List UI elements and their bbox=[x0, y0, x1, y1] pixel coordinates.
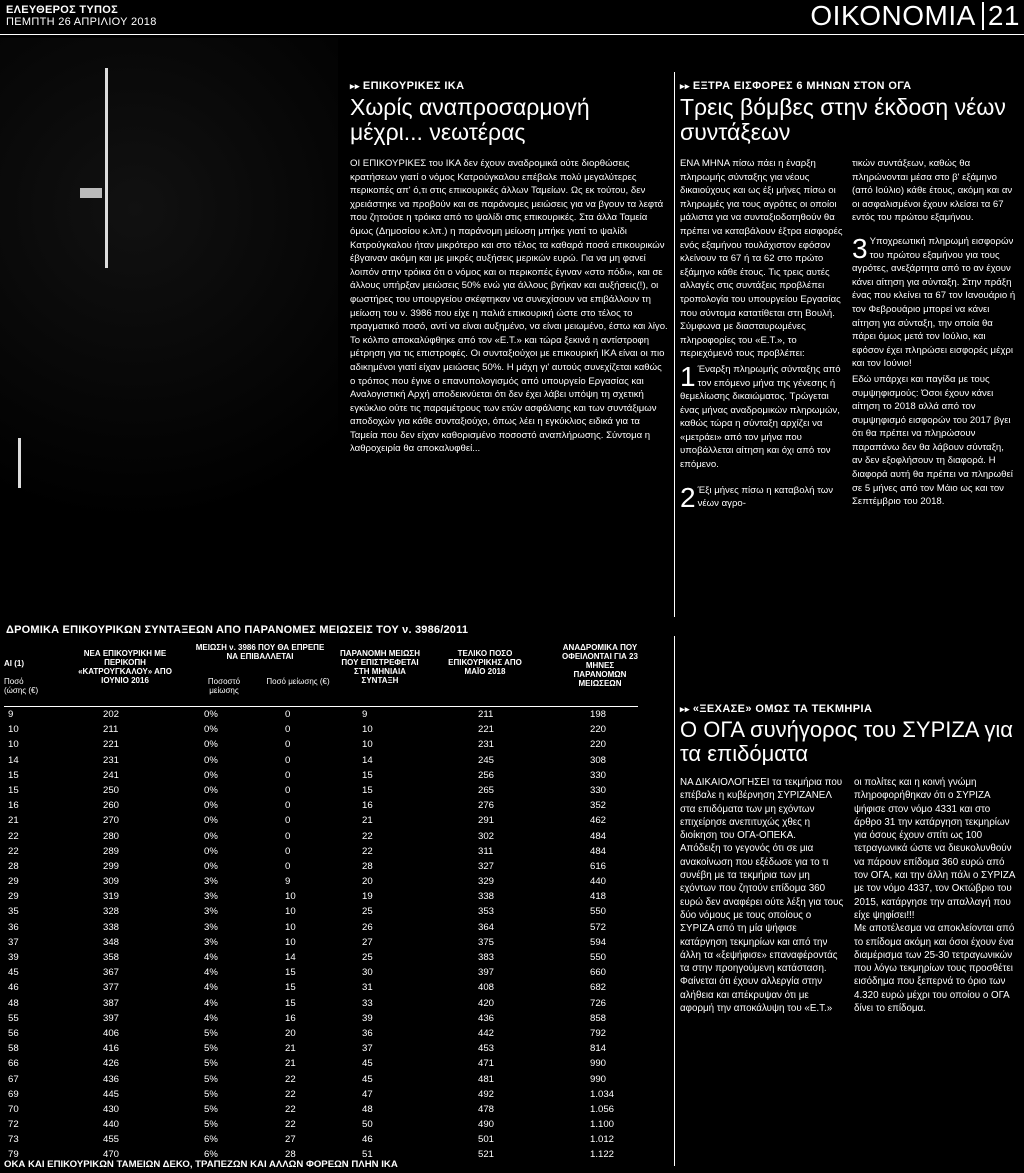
article-photo bbox=[0, 38, 338, 608]
table-cell: 67 bbox=[8, 1073, 19, 1085]
table-header bbox=[0, 641, 640, 707]
table-cell: 5% bbox=[204, 1088, 218, 1100]
table-cell: 69 bbox=[8, 1088, 19, 1100]
table-cell: 51 bbox=[362, 1149, 373, 1161]
table-cell: 445 bbox=[103, 1088, 120, 1100]
table-cell: 66 bbox=[8, 1058, 19, 1070]
table-cell: 0% bbox=[204, 800, 218, 812]
table-cell: 3% bbox=[204, 921, 218, 933]
table-cell: 299 bbox=[103, 860, 120, 872]
article-headline: Χωρίς αναπροσαρμογή μέχρι... νεωτέρας bbox=[350, 94, 590, 145]
table-cell: 21 bbox=[285, 1058, 296, 1070]
table-cell: 5% bbox=[204, 1073, 218, 1085]
table-cell: 20 bbox=[362, 876, 373, 888]
table-cell: 45 bbox=[362, 1058, 373, 1070]
table-cell: 0% bbox=[204, 724, 218, 736]
photo-streak bbox=[18, 438, 21, 488]
table-cell: 10 bbox=[8, 724, 19, 736]
table-cell: 15 bbox=[362, 784, 373, 796]
table-cell: 14 bbox=[285, 952, 296, 963]
article-oga-epidomata bbox=[680, 703, 1020, 1015]
table-cell: 36 bbox=[8, 921, 19, 933]
table-cell: 1.100 bbox=[590, 1119, 615, 1131]
table-cell: 73 bbox=[8, 1134, 19, 1146]
table-cell: 364 bbox=[478, 921, 495, 933]
table-row bbox=[0, 1073, 640, 1088]
table-cell: 353 bbox=[478, 906, 495, 918]
section-header bbox=[810, 0, 1020, 32]
table-cell: 39 bbox=[8, 952, 19, 963]
table-cell: 1.034 bbox=[590, 1088, 615, 1100]
table-cell: 348 bbox=[103, 936, 120, 948]
article-kicker: ▸▸ «ΞΕΧΑΣΕ» ΟΜΩΣ ΤΑ ΤΕΚΜΗΡΙΑ bbox=[680, 703, 873, 715]
table-cell: 309 bbox=[103, 876, 120, 888]
table-cell: 416 bbox=[103, 1043, 120, 1055]
table-cell: 22 bbox=[362, 830, 373, 842]
table-cell: 3% bbox=[204, 876, 218, 888]
table-cell: 338 bbox=[478, 891, 495, 903]
table-cell: 220 bbox=[590, 739, 607, 751]
table-cell: 15 bbox=[8, 784, 19, 796]
table-cell: 31 bbox=[362, 982, 373, 994]
table-cell: 682 bbox=[590, 982, 607, 994]
table-cell: 420 bbox=[478, 997, 495, 1009]
table-cell: 1.122 bbox=[590, 1149, 615, 1161]
table-cell: 550 bbox=[590, 952, 607, 963]
table-cell: 46 bbox=[362, 1134, 373, 1146]
table-cell: 15 bbox=[285, 997, 296, 1009]
article-body: ΕΝΑ ΜΗΝΑ πίσω πάει η έναρξη πληρωμής σύνταξης για νέους δικαιούχους και ως έξι μήνες πίσω οι πληρωμές για τους αγρότες οι οποίοι μάλιστα για να συνταξιοδοτηθούν θα πρέπει να καταβάλουν έξτρα εισφορές ενός εξαμήνου τουλάχιστον εφόσον κλείνουν τα 67 ή τα 62 στο πρώτο εξάμηνο κάθε έτους. Τις τρεις αυτές αλλαγές στις συντάξεις προβλέπει τροπολογία του υπουργείου Εργασίας που σύντομα κατατίθεται στη Βουλή. Σύμφωνα με διασταυρωμένες πληροφορίες του «Ε.Τ.», το περιεχόμενό τους προβλέπει: 1 Έναρξη πληρωμής σύνταξης από τον επόμενο μήνα της γένεσης ή θεμελίωσης δικαιώματος. Τρώγεται ένας μήνας αναδρομικών πληρωμών, καθώς τώρα η σύνταξη αρχίζει να «μετράει» από τον μήνα που υποβάλλεται αίτηση και όχι από τον επόμενο. 2 Έξι μήνες πίσω η καταβολή των νέων αγρο- τικών συντάξεων, καθώς θα πληρώνονται μέσα στο β' εξάμηνο (από Ιούλιο) κάθε έτους, ακόμη και αν οι ασφαλισμένοι έχουν κλείσει τα 67 εντός του πρώτου εξαμήνου. 3 Υποχρεωτική πληρωμή εισφορών του πρώτου εξαμήνου για τους αγρότες, ανεξάρτητα από το αν έχουν κάνει αίτηση για σύνταξη. Στην πράξη ένας που κλείνει τα 67 τον Ιανουάριο ή τον Φεβρουάριο μπορεί να κάνει αίτηση για σύνταξη, την οποία θα πάρει όμως μετά τον Ιούλιο, και εφόσον έχει πληρώσει εισφορές μέχρι και τον Ιούνιο! Εδώ υπάρχει και παγίδα με τους συμψηφισμούς: Όσοι έχουν κάνει αίτηση το 2018 αλλά από τον συμψηφισμό εισφορών του 2017 βγει ότι θα πρέπει να πληρώσουν παραπάνω δεν θα λάβουν σύνταξη, αν δεν εξοφλήσουν τη διαφορά. Η διαφορά αυτή θα πρέπει να πληρωθεί σε 5 μήνες από τον Μάιο ως και τον Σεπτέμβριο του 2018. bbox=[680, 158, 1016, 513]
table-cell: 22 bbox=[285, 1088, 296, 1100]
table-cell: 19 bbox=[362, 891, 373, 903]
table-cell: 814 bbox=[590, 1043, 607, 1055]
col-header: ΝΕΑ ΕΠΙΚΟΥΡΙΚΗ ΜΕ ΠΕΡΙΚΟΠΗ «ΚΑΤΡΟΥΓΚΑΛΟΥ» ΑΠΟ ΙΟΥΝΙΟ 2016 bbox=[78, 649, 172, 685]
table-cell: 0% bbox=[204, 739, 218, 751]
table-row bbox=[0, 1118, 640, 1133]
table-row bbox=[0, 860, 640, 875]
table-cell: 0 bbox=[285, 709, 291, 720]
table-cell: 231 bbox=[103, 754, 120, 766]
table-cell: 484 bbox=[590, 845, 607, 857]
table-cell: 0 bbox=[285, 830, 291, 842]
table-cell: 462 bbox=[590, 815, 607, 827]
table-cell: 5% bbox=[204, 1103, 218, 1115]
masthead bbox=[6, 4, 157, 28]
table-cell: 0 bbox=[285, 769, 291, 781]
table-cell: 265 bbox=[478, 784, 495, 796]
table-row bbox=[0, 966, 640, 981]
table-cell: 35 bbox=[8, 906, 19, 918]
table-cell: 616 bbox=[590, 860, 607, 872]
table-cell: 3% bbox=[204, 906, 218, 918]
table-cell: 471 bbox=[478, 1058, 495, 1070]
table-cell: 28 bbox=[285, 1149, 296, 1161]
table-cell: 48 bbox=[362, 1103, 373, 1115]
table-cell: 221 bbox=[478, 724, 495, 736]
table-cell: 211 bbox=[103, 724, 119, 736]
table-cell: 726 bbox=[590, 997, 607, 1009]
col-header: ΜΕΙΩΣΗ ν. 3986 ΠΟΥ ΘΑ ΕΠΡΕΠΕ ΝΑ ΕΠΙΒΑΛΛΕΤΑΙ bbox=[195, 643, 325, 661]
col-header: ΑΝΑΔΡΟΜΙΚΑ ΠΟΥ ΟΦΕΙΛΟΝΤΑΙ ΓΙΑ 23 ΜΗΝΕΣ ΠΑΡΑΝΟΜΩΝ ΜΕΙΩΣΕΩΝ bbox=[562, 643, 638, 688]
table-row bbox=[0, 830, 640, 845]
table-row bbox=[0, 708, 640, 723]
table-row bbox=[0, 1133, 640, 1148]
table-cell: 501 bbox=[478, 1134, 495, 1146]
table-row bbox=[0, 921, 640, 936]
table-cell: 22 bbox=[285, 1103, 296, 1115]
table-cell: 3% bbox=[204, 936, 218, 948]
table-cell: 330 bbox=[590, 769, 607, 781]
table-row bbox=[0, 845, 640, 860]
table-cell: 0 bbox=[285, 860, 291, 872]
table-cell: 521 bbox=[478, 1149, 495, 1161]
table-cell: 572 bbox=[590, 921, 607, 933]
table-cell: 28 bbox=[362, 860, 373, 872]
table-cell: 280 bbox=[103, 830, 120, 842]
table-cell: 37 bbox=[362, 1043, 373, 1055]
table-cell: 406 bbox=[103, 1027, 120, 1039]
table-cell: 15 bbox=[8, 769, 19, 781]
table-cell: 16 bbox=[285, 1012, 296, 1024]
table-cell: 29 bbox=[8, 876, 19, 888]
table-cell: 27 bbox=[285, 1134, 296, 1146]
table-cell: 16 bbox=[362, 800, 373, 812]
table-cell: 0% bbox=[204, 709, 218, 720]
table-cell: 455 bbox=[103, 1134, 120, 1146]
table-cell: 308 bbox=[590, 754, 607, 766]
table-cell: 22 bbox=[285, 1073, 296, 1085]
table-cell: 990 bbox=[590, 1073, 607, 1085]
table-cell: 4% bbox=[204, 1012, 218, 1024]
table-cell: 241 bbox=[103, 769, 120, 781]
header-rule bbox=[0, 34, 1024, 35]
col-header: ΑΙ (1) bbox=[4, 659, 24, 668]
table-row bbox=[0, 951, 640, 966]
table-row bbox=[0, 875, 640, 890]
table-cell: 45 bbox=[8, 967, 19, 979]
column-divider bbox=[674, 636, 675, 1166]
table-cell: 436 bbox=[478, 1012, 495, 1024]
table-cell: 30 bbox=[362, 967, 373, 979]
table-row bbox=[0, 981, 640, 996]
table-cell: 0 bbox=[285, 845, 291, 857]
column-divider bbox=[674, 72, 675, 617]
table-cell: 260 bbox=[103, 800, 120, 812]
table-cell: 9 bbox=[285, 876, 291, 888]
table-cell: 0% bbox=[204, 784, 218, 796]
table-cell: 311 bbox=[478, 845, 494, 857]
table-cell: 453 bbox=[478, 1043, 495, 1055]
table-row bbox=[0, 936, 640, 951]
table-cell: 29 bbox=[8, 891, 19, 903]
article-kicker: ▸▸ ΕΠΙΚΟΥΡΙΚΕΣ ΙΚΑ bbox=[350, 80, 465, 92]
table-cell: 10 bbox=[285, 921, 296, 933]
table-row bbox=[0, 1042, 640, 1057]
table-cell: 660 bbox=[590, 967, 607, 979]
publication-name: ΕΛΕΥΘΕΡΟΣ ΤΥΠΟΣ bbox=[6, 4, 119, 16]
table-cell: 1.056 bbox=[590, 1103, 615, 1115]
table-cell: 990 bbox=[590, 1058, 607, 1070]
table-cell: 0 bbox=[285, 724, 291, 736]
table-cell: 245 bbox=[478, 754, 495, 766]
table-cell: 22 bbox=[8, 830, 19, 842]
table-cell: 858 bbox=[590, 1012, 607, 1024]
table-cell: 220 bbox=[590, 724, 607, 736]
table-cell: 367 bbox=[103, 967, 120, 979]
table-cell: 56 bbox=[8, 1027, 19, 1039]
article-epikourikes bbox=[350, 80, 668, 456]
table-cell: 6% bbox=[204, 1149, 218, 1161]
table-cell: 329 bbox=[478, 876, 495, 888]
table-cell: 478 bbox=[478, 1103, 495, 1115]
table-cell: 79 bbox=[8, 1149, 19, 1161]
table-cell: 302 bbox=[478, 830, 495, 842]
table-cell: 10 bbox=[285, 936, 296, 948]
table-title: ΔΡΟΜΙΚΑ ΕΠΙΚΟΥΡΙΚΩΝ ΣΥΝΤΑΞΕΩΝ ΑΠΟ ΠΑΡΑΝΟΜΕΣ ΜΕΙΩΣΕΙΣ ΤΟΥ ν. 3986/2011 bbox=[6, 624, 469, 636]
table-cell: 5% bbox=[204, 1043, 218, 1055]
table-cell: 70 bbox=[8, 1103, 19, 1115]
table-cell: 5% bbox=[204, 1027, 218, 1039]
table-cell: 383 bbox=[478, 952, 495, 963]
table-cell: 492 bbox=[478, 1088, 495, 1100]
table-cell: 0 bbox=[285, 784, 291, 796]
table-cell: 470 bbox=[103, 1149, 120, 1161]
table-cell: 202 bbox=[103, 709, 120, 720]
table-row bbox=[0, 1057, 640, 1072]
table-cell: 37 bbox=[8, 936, 19, 948]
table-cell: 330 bbox=[590, 784, 607, 796]
table-cell: 16 bbox=[8, 800, 19, 812]
table-cell: 72 bbox=[8, 1119, 19, 1131]
table-cell: 10 bbox=[285, 891, 296, 903]
table-body bbox=[0, 708, 640, 1164]
table-cell: 20 bbox=[285, 1027, 296, 1039]
table-row bbox=[0, 905, 640, 920]
col-header: Ποσοστό μείωσης bbox=[207, 677, 241, 695]
table-cell: 442 bbox=[478, 1027, 495, 1039]
table-cell: 14 bbox=[362, 754, 373, 766]
table-cell: 55 bbox=[8, 1012, 19, 1024]
table-cell: 28 bbox=[8, 860, 19, 872]
article-body: ΝΑ ΔΙΚΑΙΟΛΟΓΗΣΕΙ τα τεκμήρια που επέβαλε η κυβέρνηση ΣΥΡΙΖΑΝΕΛ στα επιδόματα των μη εχόντων επιχείρησε ανεπιτυχώς χθες η διοίκηση του ΟΓΑ-ΟΠΕΚΑ. Απόδειξη το γεγονός ότι σε μια ανακοίνωση που εξέδωσε για το τι συνέβη με τα τεκμήρια των μη εχόντων που ζητούν επίδομα 360 ευρώ δεν αναφέρει ούτε λέξη για τους δύο νόμους με τους οποίους ο ΣΥΡΙΖΑ από τη μία ψήφισε κατάργηση τεκμηρίων και από την άλλη τα «ξεψήφισε» επαναφέροντάς τα στην προηγούμενη κατάσταση. Φαίνεται ότι έχουν αλλεργία στην αλήθεια και απέκρυψαν ότι με αφορμή την αποκάλυψη του «Ε.Τ.» οι πολίτες και η κοινή γνώμη πληροφορήθηκαν ότι ο ΣΥΡΙΖΑ ψήφισε στον νόμο 4331 και στο άρθρο 31 την κατάργηση τεκμηρίων για όσους έχουν σπίτι ως 100 τετραγωνικά ώστε να διευκολυνθούν να πάρουν επίδομα 360 ευρώ από τον ΟΓΑ, και την άλλη πάλι ο ΣΥΡΙΖΑ με τον νόμο 4337, τον Οκτώβριο του 2015, κατάργησε την απαλλαγή που είχε ψηφίσει!!! Με αποτέλεσμα να αποκλείονται από το επίδομα ακόμη και όσοι έχουν ένα διαμέρισμα των 25-30 τετραγωνικών που λόγω τεκμηρίων τους προσθέτει εισόδημα που ξεπερνά το όριο των 4.320 ευρώ μέχρι του οποίου ο ΟΓΑ δίνει το επίδομα. bbox=[680, 777, 1015, 1015]
col-header: ΤΕΛΙΚΟ ΠΟΣΟ ΕΠΙΚΟΥΡΙΚΗΣ ΑΠΟ ΜΑΪΟ 2018 bbox=[448, 649, 522, 676]
table-cell: 481 bbox=[478, 1073, 495, 1085]
table-cell: 397 bbox=[103, 1012, 120, 1024]
col-header: Ποσό (ώσης (€) bbox=[4, 677, 39, 695]
table-cell: 377 bbox=[103, 982, 120, 994]
table-row bbox=[0, 799, 640, 814]
table-cell: 26 bbox=[362, 921, 373, 933]
table-cell: 39 bbox=[362, 1012, 373, 1024]
article-oga-syntakseis bbox=[680, 80, 1020, 511]
table-cell: 10 bbox=[285, 906, 296, 918]
table-cell: 426 bbox=[103, 1058, 120, 1070]
header-separator bbox=[982, 2, 984, 30]
table-cell: 47 bbox=[362, 1088, 373, 1100]
article-headline: Ο ΟΓΑ συνήγορος του ΣΥΡΙΖΑ για τα επιδόματα bbox=[680, 717, 1013, 766]
table-cell: 25 bbox=[362, 906, 373, 918]
table-row bbox=[0, 1027, 640, 1042]
table-cell: 418 bbox=[590, 891, 607, 903]
table-cell: 221 bbox=[103, 739, 120, 751]
table-row bbox=[0, 997, 640, 1012]
article-body: ΟΙ ΕΠΙΚΟΥΡΙΚΕΣ του ΙΚΑ δεν έχουν αναδρομικά ούτε διορθώσεις κρατήσεων γιατί ο νόμος Κατρούγκαλου επέβαλε πολύ μεγαλύτερες περικοπές απ' ό,τι στις επικουρικές άλλων Ταμείων. Ως εκ τούτου, δεν χρειάστηκε να προβούν και σε παράνομες μειώσεις για να βγουν τα λεφτά που ζητούσε η τρόικα από το ψαλίδι στις επικουρικές. Στα άλλα Ταμεία όμως (Δημοσίου κ.λπ.) η παράνομη μείωση μπήκε γιατί το ψαλίδι Κατρούγκαλου ήταν μικρότερο και στο τέλος τα καθαρά ποσά επικουρικών έβγαιναν ακόμη και με μικρές αυξήσεις μερικών ευρώ. Για να μη φανεί λοιπόν στην τρόικα ότι ο νόμος και οι περικοπές έγιναν «στο πόδι», και σε άλλους υπήρξαν μειώσεις 50% ενώ για άλλους βγήκαν και αυξήσεις(!), οι φωστήρες του υπουργείου σκέφτηκαν να συνεχίσουν να επιβάλλουν τη μείωση του ν. 3986 που είχε η παλιά επικουρική ώστε στο τέλος το πραγματικό ποσό, αντί να είναι αυξημένο, να είναι μειωμένο, έστω και λίγο. Το κόλπο αποκαλύφθηκε από τον «Ε.Τ.» και τώρα ξεκινά η αντίστροφη μέτρηση για τις επιστροφές. Οι συνταξιούχοι με επικουρική ΙΚΑ είναι οι πιο αδικημένοι γιατί είχαν μειώσεις 50%. Η μάχη γι' αυτούς συνεχίζεται καθώς ο τρόπος που έγινε ο επανυπολογισμός από υπουργείο Εργασίας και Αναλογιστική Αρχή αποδεικνύεται ότι δεν έχει λάβει υπόψη τη σχετική εγκύκλιο ούτε τις παραμέτρους των ετών ασφάλισης και των συντάξιμων αποδοχών για κάθε συνταξιούχο, όπως λέει η εγκύκλιος ειδικά για τα Ταμεία που δεν είχαν καθορισμένο ποσοστό αναπλήρωσης. Σύντομα η λαθροχειρία θα αποκαλυφθεί... bbox=[350, 158, 668, 455]
table-cell: 397 bbox=[478, 967, 495, 979]
table-row bbox=[0, 769, 640, 784]
table-row bbox=[0, 754, 640, 769]
table-cell: 4% bbox=[204, 997, 218, 1009]
table-cell: 6% bbox=[204, 1134, 218, 1146]
table-cell: 5% bbox=[204, 1119, 218, 1131]
table-row bbox=[0, 814, 640, 829]
table-cell: 4% bbox=[204, 952, 218, 963]
table-cell: 21 bbox=[8, 815, 19, 827]
table-cell: 50 bbox=[362, 1119, 373, 1131]
table-cell: 256 bbox=[478, 769, 495, 781]
table-cell: 22 bbox=[285, 1119, 296, 1131]
table-cell: 25 bbox=[362, 952, 373, 963]
table-cell: 319 bbox=[103, 891, 120, 903]
table-cell: 10 bbox=[362, 724, 373, 736]
table-cell: 22 bbox=[8, 845, 19, 857]
issue-date: ΠΕΜΠΤΗ 26 ΑΠΡΙΛΙΟΥ 2018 bbox=[6, 16, 157, 28]
table-cell: 408 bbox=[478, 982, 495, 994]
table-cell: 0% bbox=[204, 860, 218, 872]
table-cell: 9 bbox=[8, 709, 14, 720]
table-cell: 4% bbox=[204, 967, 218, 979]
table-cell: 15 bbox=[362, 769, 373, 781]
table-cell: 0% bbox=[204, 815, 218, 827]
table-cell: 15 bbox=[285, 982, 296, 994]
table-cell: 375 bbox=[478, 936, 495, 948]
table-cell: 289 bbox=[103, 845, 120, 857]
article-kicker: ▸▸ ΕΞΤΡΑ ΕΙΣΦΟΡΕΣ 6 ΜΗΝΩΝ ΣΤΟΝ ΟΓΑ bbox=[680, 80, 912, 92]
table-cell: 328 bbox=[103, 906, 120, 918]
table-footer: ΟΚΑ ΚΑΙ ΕΠΙΚΟΥΡΙΚΩΝ ΤΑΜΕΙΩΝ ΔΕΚΟ, ΤΡΑΠΕΖΩΝ ΚΑΙ ΑΛΛΩΝ ΦΟΡΕΩΝ ΠΛΗΝ ΙΚΑ bbox=[4, 1159, 398, 1170]
table-cell: 0 bbox=[285, 815, 291, 827]
table-cell: 1.012 bbox=[590, 1134, 615, 1146]
table-cell: 490 bbox=[478, 1119, 495, 1131]
table-cell: 45 bbox=[362, 1073, 373, 1085]
table-cell: 430 bbox=[103, 1103, 120, 1115]
col-header: ΠΑΡΑΝΟΜΗ ΜΕΙΩΣΗ ΠΟΥ ΕΠΙΣΤΡΕΦΕΤΑΙ ΣΤΗ ΜΗΝΙΑΙΑ ΣΥΝΤΑΞΗ bbox=[340, 649, 420, 685]
table-row bbox=[0, 1103, 640, 1118]
table-cell: 22 bbox=[362, 845, 373, 857]
table-cell: 27 bbox=[362, 936, 373, 948]
table-cell: 358 bbox=[103, 952, 120, 963]
table-cell: 198 bbox=[590, 709, 607, 720]
section-name: ΟΙΚΟΝΟΜΙΑ bbox=[810, 0, 976, 31]
table-rule bbox=[4, 706, 638, 707]
table-cell: 5% bbox=[204, 1058, 218, 1070]
table-cell: 0 bbox=[285, 800, 291, 812]
table-cell: 0 bbox=[285, 739, 291, 751]
table-row bbox=[0, 723, 640, 738]
table-row bbox=[0, 738, 640, 753]
table-cell: 10 bbox=[8, 739, 19, 751]
table-cell: 0% bbox=[204, 754, 218, 766]
table-cell: 276 bbox=[478, 800, 495, 812]
table-cell: 0 bbox=[285, 754, 291, 766]
table-cell: 387 bbox=[103, 997, 120, 1009]
table-cell: 338 bbox=[103, 921, 120, 933]
table-cell: 440 bbox=[103, 1119, 120, 1131]
page-number: 21 bbox=[987, 0, 1020, 31]
table-cell: 270 bbox=[103, 815, 120, 827]
table-cell: 352 bbox=[590, 800, 607, 812]
table-cell: 3% bbox=[204, 891, 218, 903]
table-row bbox=[0, 1088, 640, 1103]
table-cell: 33 bbox=[362, 997, 373, 1009]
table-cell: 484 bbox=[590, 830, 607, 842]
table-cell: 46 bbox=[8, 982, 19, 994]
table-cell: 58 bbox=[8, 1043, 19, 1055]
table-cell: 792 bbox=[590, 1027, 607, 1039]
table-cell: 550 bbox=[590, 906, 607, 918]
table-cell: 0% bbox=[204, 830, 218, 842]
table-cell: 436 bbox=[103, 1073, 120, 1085]
table-cell: 48 bbox=[8, 997, 19, 1009]
table-cell: 4% bbox=[204, 982, 218, 994]
table-cell: 250 bbox=[103, 784, 120, 796]
table-cell: 291 bbox=[478, 815, 495, 827]
table-cell: 21 bbox=[362, 815, 373, 827]
table-row bbox=[0, 1012, 640, 1027]
table-cell: 15 bbox=[285, 967, 296, 979]
table-row bbox=[0, 890, 640, 905]
table-row bbox=[0, 784, 640, 799]
article-headline: Τρεις βόμβες στην έκδοση νέων συντάξεων bbox=[680, 94, 1006, 145]
table-cell: 36 bbox=[362, 1027, 373, 1039]
photo-streak bbox=[80, 188, 102, 198]
table-cell: 21 bbox=[285, 1043, 296, 1055]
table-cell: 327 bbox=[478, 860, 495, 872]
table-cell: 0% bbox=[204, 845, 218, 857]
table-cell: 9 bbox=[362, 709, 368, 720]
table-cell: 440 bbox=[590, 876, 607, 888]
table-cell: 14 bbox=[8, 754, 19, 766]
table-cell: 231 bbox=[478, 739, 495, 751]
col-header: Ποσό μείωσης (€) bbox=[266, 677, 330, 686]
table-cell: 211 bbox=[478, 709, 494, 720]
table-cell: 594 bbox=[590, 936, 607, 948]
photo-streak bbox=[105, 68, 108, 268]
table-cell: 0% bbox=[204, 769, 218, 781]
table-cell: 10 bbox=[362, 739, 373, 751]
